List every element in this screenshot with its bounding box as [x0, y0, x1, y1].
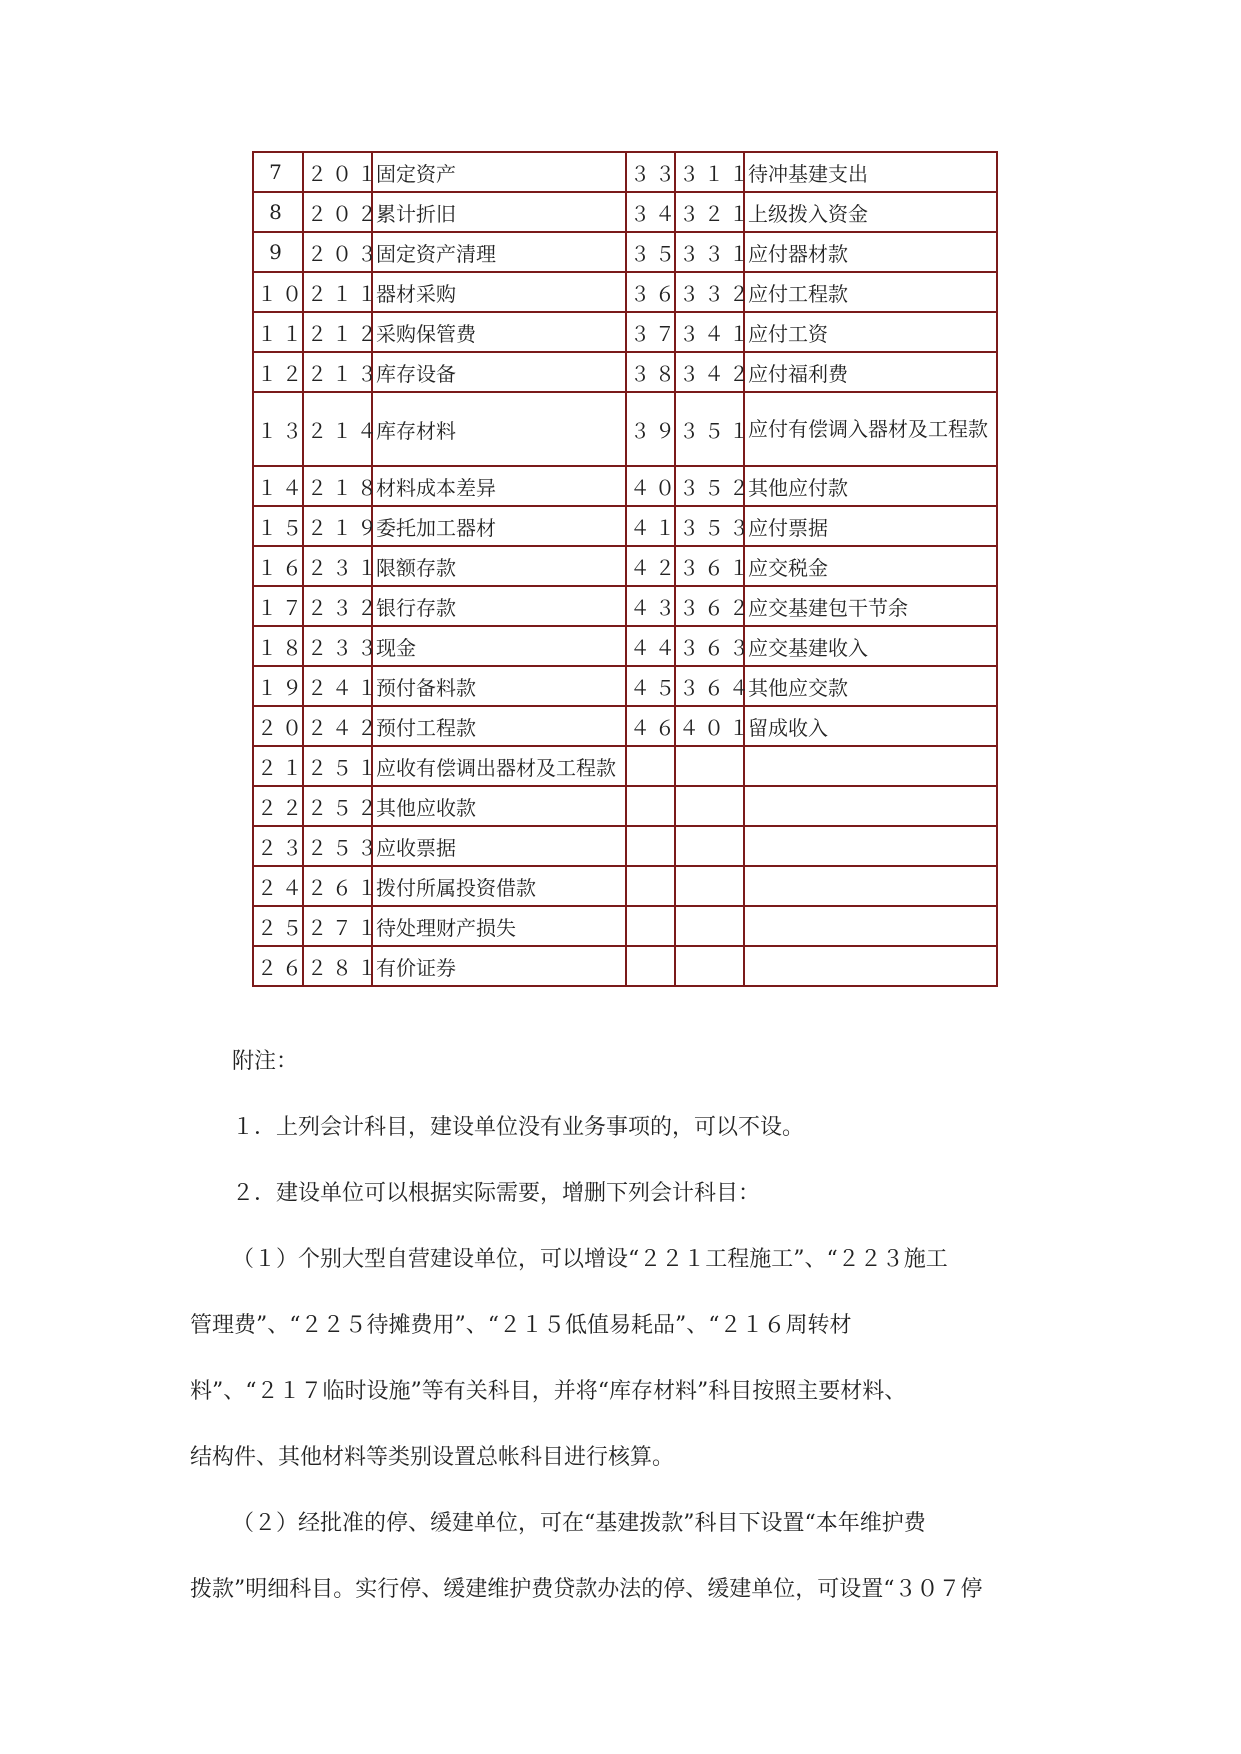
account-code-left: ２５１ — [303, 746, 372, 786]
account-code-left: ２１４ — [303, 392, 372, 466]
row-index-left: １２ — [253, 352, 303, 392]
account-code-right: ３５３ — [675, 506, 744, 546]
account-code-left: ２１２ — [303, 312, 372, 352]
note-para-2-line-1: （２）经批准的停、缓建单位，可在“基建拨款”科目下设置“本年维护费 — [232, 1511, 926, 1536]
table-row — [253, 152, 997, 192]
account-code-left: ２０２ — [303, 192, 372, 232]
account-code-left: ２６１ — [303, 866, 372, 906]
account-code-left: ２３１ — [303, 546, 372, 586]
account-code-right: ３１１ — [675, 152, 744, 192]
row-index-left: ２４ — [253, 866, 303, 906]
account-code-right: ３２１ — [675, 192, 744, 232]
note-para-1-line-4: 结构件、其他材料等类别设置总帐科目进行核算。 — [190, 1445, 675, 1470]
row-index-right: ４５ — [626, 666, 675, 706]
account-name-left: 采购保管费 — [372, 312, 626, 352]
row-index-left: ２１ — [253, 746, 303, 786]
table-row — [253, 706, 997, 746]
row-index-right: ４１ — [626, 506, 675, 546]
account-code-left: ２８１ — [303, 946, 372, 986]
account-code-right — [675, 786, 744, 826]
table-row — [253, 506, 997, 546]
row-index-left: １９ — [253, 666, 303, 706]
account-code-right: ３５２ — [675, 466, 744, 506]
account-name-right: 留成收入 — [744, 706, 997, 746]
account-code-right: ３５１ — [675, 392, 744, 466]
account-name-left: 银行存款 — [372, 586, 626, 626]
accounts-table — [252, 151, 998, 987]
row-index-right — [626, 906, 675, 946]
account-name-left: 库存材料 — [372, 392, 626, 466]
account-name-left: 待处理财产损失 — [372, 906, 626, 946]
table-row — [253, 392, 997, 466]
account-code-left: ２５２ — [303, 786, 372, 826]
table-row — [253, 192, 997, 232]
row-index-left: １１ — [253, 312, 303, 352]
account-name-left: 固定资产清理 — [372, 232, 626, 272]
row-index-left: 8 — [253, 192, 303, 232]
row-index-left: ２３ — [253, 826, 303, 866]
row-index-right: ４６ — [626, 706, 675, 746]
account-code-right — [675, 906, 744, 946]
note-para-1-line-3: 料”、“２１７临时设施”等有关科目，并将“库存材料”科目按照主要材料、 — [190, 1379, 907, 1404]
note-para-1-line-1: （１）个别大型自营建设单位，可以增设“２２１工程施工”、“２２３施工 — [232, 1247, 948, 1272]
table-row — [253, 866, 997, 906]
row-index-right — [626, 826, 675, 866]
row-index-right — [626, 746, 675, 786]
account-code-right — [675, 866, 744, 906]
note-item-1: １．上列会计科目，建设单位没有业务事项的，可以不设。 — [232, 1115, 805, 1140]
table-row — [253, 546, 997, 586]
account-code-right: ３４１ — [675, 312, 744, 352]
account-name-right: 应交基建收入 — [744, 626, 997, 666]
account-name-right: 应付票据 — [744, 506, 997, 546]
account-name-right: 应交基建包干节余 — [744, 586, 997, 626]
row-index-right: ３６ — [626, 272, 675, 312]
table-row — [253, 272, 997, 312]
row-index-left: 7 — [253, 152, 303, 192]
account-code-right: ３４２ — [675, 352, 744, 392]
account-name-right: 应付器材款 — [744, 232, 997, 272]
account-name-left: 固定资产 — [372, 152, 626, 192]
account-name-right: 应交税金 — [744, 546, 997, 586]
account-code-right: ３６１ — [675, 546, 744, 586]
table-row — [253, 586, 997, 626]
account-name-right: 其他应付款 — [744, 466, 997, 506]
account-name-left: 应收有偿调出器材及工程款 — [372, 746, 626, 786]
row-index-right: ３３ — [626, 152, 675, 192]
account-name-right — [744, 746, 997, 786]
account-name-right — [744, 826, 997, 866]
account-code-right: ３６３ — [675, 626, 744, 666]
row-index-left: ２０ — [253, 706, 303, 746]
account-code-right — [675, 826, 744, 866]
table-row — [253, 626, 997, 666]
account-name-right: 应付福利费 — [744, 352, 997, 392]
account-name-right — [744, 786, 997, 826]
account-code-left: ２１１ — [303, 272, 372, 312]
account-name-left: 器材采购 — [372, 272, 626, 312]
row-index-right: ４０ — [626, 466, 675, 506]
account-name-left: 库存设备 — [372, 352, 626, 392]
table-row — [253, 746, 997, 786]
account-code-right: ３６４ — [675, 666, 744, 706]
account-code-right: ４０１ — [675, 706, 744, 746]
account-name-left: 应收票据 — [372, 826, 626, 866]
account-name-left: 现金 — [372, 626, 626, 666]
row-index-right: ３９ — [626, 392, 675, 466]
row-index-right: ３５ — [626, 232, 675, 272]
note-item-2: ２．建设单位可以根据实际需要，增删下列会计科目： — [232, 1181, 761, 1206]
row-index-left: ２６ — [253, 946, 303, 986]
account-code-left: ２４１ — [303, 666, 372, 706]
row-index-right: ３４ — [626, 192, 675, 232]
account-name-left: 预付备料款 — [372, 666, 626, 706]
table-row — [253, 312, 997, 352]
table-row — [253, 946, 997, 986]
account-code-left: ２７１ — [303, 906, 372, 946]
account-name-right: 上级拨入资金 — [744, 192, 997, 232]
account-code-right: ３３２ — [675, 272, 744, 312]
row-index-left: １３ — [253, 392, 303, 466]
account-name-left: 其他应收款 — [372, 786, 626, 826]
table-row — [253, 906, 997, 946]
account-code-right: ３３１ — [675, 232, 744, 272]
account-code-left: ２３３ — [303, 626, 372, 666]
table-row — [253, 826, 997, 866]
account-code-left: ２１８ — [303, 466, 372, 506]
account-code-left: ２１３ — [303, 352, 372, 392]
row-index-right — [626, 786, 675, 826]
account-name-left: 材料成本差异 — [372, 466, 626, 506]
row-index-left: １０ — [253, 272, 303, 312]
notes-heading: 附注： — [232, 1049, 299, 1074]
row-index-right — [626, 946, 675, 986]
row-index-left: １４ — [253, 466, 303, 506]
table-row — [253, 466, 997, 506]
note-para-2-line-2: 拨款”明细科目。实行停、缓建维护费贷款办法的停、缓建单位，可设置“３０７停 — [190, 1577, 983, 1602]
account-name-left: 有价证券 — [372, 946, 626, 986]
account-name-right — [744, 946, 997, 986]
account-code-right — [675, 946, 744, 986]
row-index-left: １５ — [253, 506, 303, 546]
account-name-right: 应付有偿调入器材及工程款 — [744, 392, 997, 466]
account-name-right: 应付工资 — [744, 312, 997, 352]
row-index-left: １７ — [253, 586, 303, 626]
row-index-right: ３７ — [626, 312, 675, 352]
row-index-left: １６ — [253, 546, 303, 586]
account-code-left: ２４２ — [303, 706, 372, 746]
row-index-right: ４３ — [626, 586, 675, 626]
account-name-right: 应付工程款 — [744, 272, 997, 312]
account-code-left: ２１９ — [303, 506, 372, 546]
row-index-left: 9 — [253, 232, 303, 272]
table-row — [253, 232, 997, 272]
account-code-right — [675, 746, 744, 786]
row-index-right: ４２ — [626, 546, 675, 586]
account-name-left: 委托加工器材 — [372, 506, 626, 546]
account-code-left: ２０１ — [303, 152, 372, 192]
note-para-1-line-2: 管理费”、“２２５待摊费用”、“２１５低值易耗品”、“２１６周转材 — [190, 1313, 852, 1338]
table-row — [253, 786, 997, 826]
account-name-right: 其他应交款 — [744, 666, 997, 706]
account-name-left: 拨付所属投资借款 — [372, 866, 626, 906]
row-index-left: ２２ — [253, 786, 303, 826]
account-name-right — [744, 906, 997, 946]
row-index-left: １８ — [253, 626, 303, 666]
row-index-right: ３８ — [626, 352, 675, 392]
account-name-left: 累计折旧 — [372, 192, 626, 232]
account-name-right — [744, 866, 997, 906]
account-code-right: ３６２ — [675, 586, 744, 626]
account-code-left: ２５３ — [303, 826, 372, 866]
row-index-right — [626, 866, 675, 906]
row-index-right: ４４ — [626, 626, 675, 666]
account-name-left: 预付工程款 — [372, 706, 626, 746]
row-index-left: ２５ — [253, 906, 303, 946]
account-code-left: ２３２ — [303, 586, 372, 626]
table-row — [253, 352, 997, 392]
account-code-left: ２０３ — [303, 232, 372, 272]
account-name-left: 限额存款 — [372, 546, 626, 586]
account-name-right: 待冲基建支出 — [744, 152, 997, 192]
table-row — [253, 666, 997, 706]
